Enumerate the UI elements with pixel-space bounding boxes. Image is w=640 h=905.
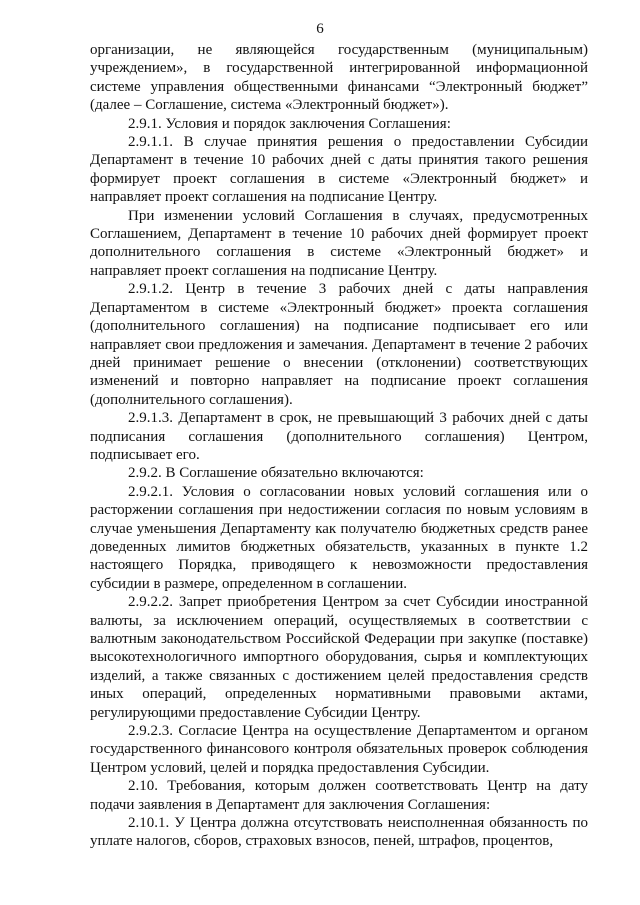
paragraph-2-9-2-3: 2.9.2.3. Согласие Центра на осуществление Департаментом и органом государственного финансового контроля обязательных проверок соблюдения Центром условий, целей и порядка предоставления Субсидии. xyxy=(90,723,588,776)
paragraph-2-9-2: 2.9.2. В Соглашение обязательно включаются: xyxy=(128,465,424,482)
paragraph-2-9-1-1: 2.9.1.1. В случае принятия решения о предоставлении Субсидии Департамент в течение 10 рабочих дней с даты принятия такого решения формирует проект соглашения в системе «Электронный бюджет» и направляет проект соглашения на подписание Центру. xyxy=(90,134,588,206)
page-number: 6 xyxy=(316,21,324,37)
paragraph-2-9-1-2: 2.9.1.2. Центр в течение 3 рабочих дней с даты направления Департаментом в системе «Электронный бюджет» проекта соглашения (дополнительного соглашения) на подписание подписывает его или направляет свои предложения и замечания. Департамент в течение 2 рабочих дней принимает решение о внесении (отклонении) соответствующих изменений и повторно направляет на подписание проект соглашения (дополнительного соглашения). xyxy=(90,281,588,408)
paragraph-2-9-1-3: 2.9.1.3. Департамент в срок, не превышающий 3 рабочих дней с даты подписания соглашения (дополнительного соглашения) Центром, подписывает его. xyxy=(90,410,588,463)
paragraph-2-9-1-1-changes: При изменении условий Соглашения в случаях, предусмотренных Соглашением, Департамент в течение 10 рабочих дней формирует проект дополнительного соглашения в системе «Электронный бюджет» и направляет проект соглашения на подписание Центру. xyxy=(90,207,588,279)
paragraph-2-9-2-2: 2.9.2.2. Запрет приобретения Центром за счет Субсидии иностранной валюты, за исключением операций, осуществляемых в соответствии с валютным законодательством Российской Федерации при закупке (поставке) высокотехнологичного импортного оборудования, сырья и комплектующих изделий, а также связанных с достижением целей предоставления средств иных операций, определенных нормативными правовыми актами, регулирующими предоставление Субсидии Центру. xyxy=(90,594,588,721)
paragraph-2-9-1: 2.9.1. Условия и порядок заключения Соглашения: xyxy=(128,115,451,132)
paragraph-intro-continuation: организации, не являющейся государственным (муниципальным) учреждением», в государственной интегрированной информационной системе управления общественными финансами “Электронный бюджет” (далее – Соглашение, система «Электронный бюджет»). xyxy=(90,42,588,114)
paragraph-2-10-1: 2.10.1. У Центра должна отсутствовать неисполненная обязанность по уплате налогов, сборов, страховых взносов, пеней, штрафов, процентов, xyxy=(90,815,588,850)
paragraph-2-10: 2.10. Требования, которым должен соответствовать Центр на дату подачи заявления в Департамент для заключения Соглашения: xyxy=(90,778,588,813)
paragraph-2-9-2-1: 2.9.2.1. Условия о согласовании новых условий соглашения или о расторжении соглашения при недостижении согласия по новым условиям в случае уменьшения Департаменту как получателю бюджетных средств ранее доведенных лимитов бюджетных обязательств, указанных в пункте 1.2 настоящего Порядка, приводящего к невозможности предоставления субсидии в размере, определенном в соглашении. xyxy=(90,483,588,592)
document-body xyxy=(90,41,588,851)
